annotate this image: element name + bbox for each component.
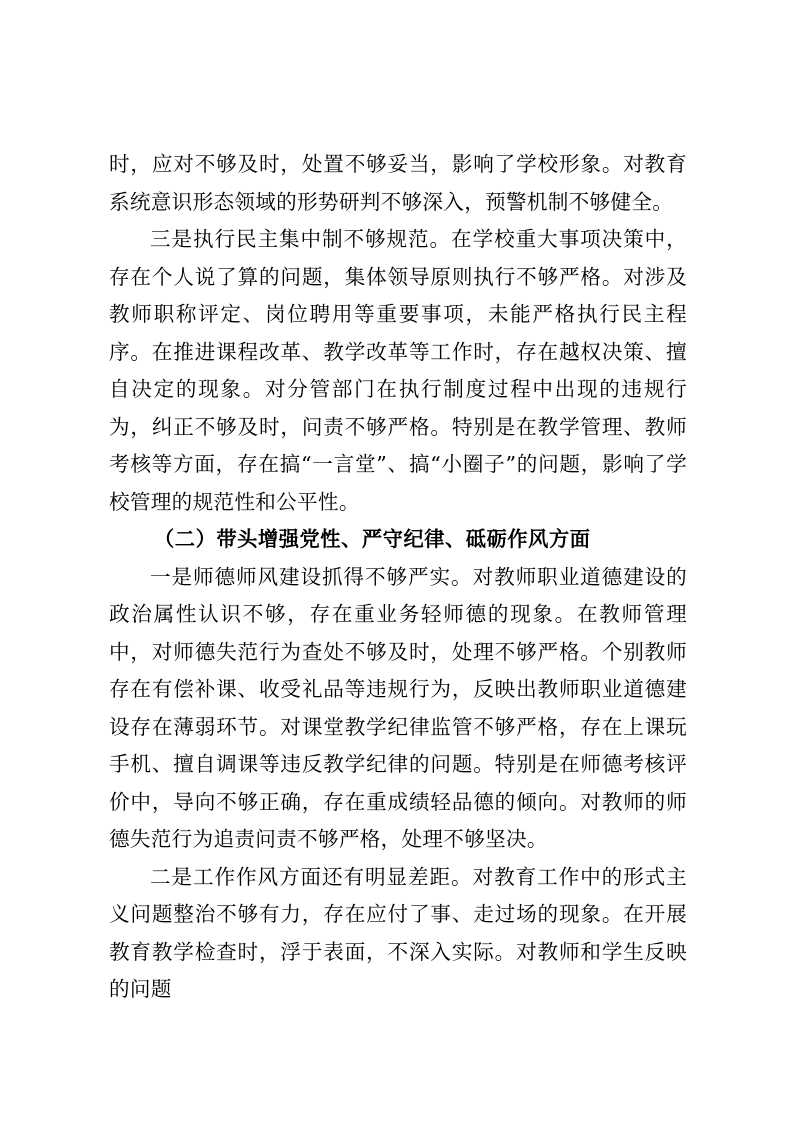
paragraph-democratic-centralism: 三是执行民主集中制不够规范。在学校重大事项决策中，存在个人说了算的问题，集体领导原则执行不够严格。对涉及教师职称评定、岗位聘用等重要事项，未能严格执行民主程序。在推进课程改革、教学改革等工作时，存在越权决策、擅自决定的现象。对分管部门在执行制度过程中出现的违规行为，纠正不够及时，问责不够严格。特别是在教学管理、教师考核等方面，存在搞“一言堂”、搞“小圈子”的问题，影响了学校管理的规范性和公平性。 (109, 227, 687, 514)
paragraph-work-style: 二是工作作风方面还有明显差距。对教育工作中的形式主义问题整治不够有力，存在应付了事、走过场的现象。在开展教育教学检查时，浮于表面，不深入实际。对教师和学生反映的问题 (109, 864, 687, 1001)
section-heading: （二）带头增强党性、严守纪律、砥砺作风方面 (154, 527, 591, 551)
document-body (109, 146, 687, 1009)
paragraph-teacher-ethics: 一是师德师风建设抓得不够严实。对教师职业道德建设的政治属性认识不够，存在重业务轻师德的现象。在教师管理中，对师德失范行为查处不够及时，处理不够严格。个别教师存在有偿补课、收受礼品等违规行为，反映出教师职业道德建设存在薄弱环节。对课堂教学纪律监管不够严格，存在上课玩手机、擅自调课等违反教学纪律的问题。特别是在师德考核评价中，导向不够正确，存在重成绩轻品德的倾向。对教师的师德失范行为追责问责不够严格，处理不够坚决。 (109, 564, 687, 851)
paragraph-continuation: 时，应对不够及时，处置不够妥当，影响了学校形象。对教育系统意识形态领域的形势研判不够深入，预警机制不够健全。 (109, 152, 687, 214)
